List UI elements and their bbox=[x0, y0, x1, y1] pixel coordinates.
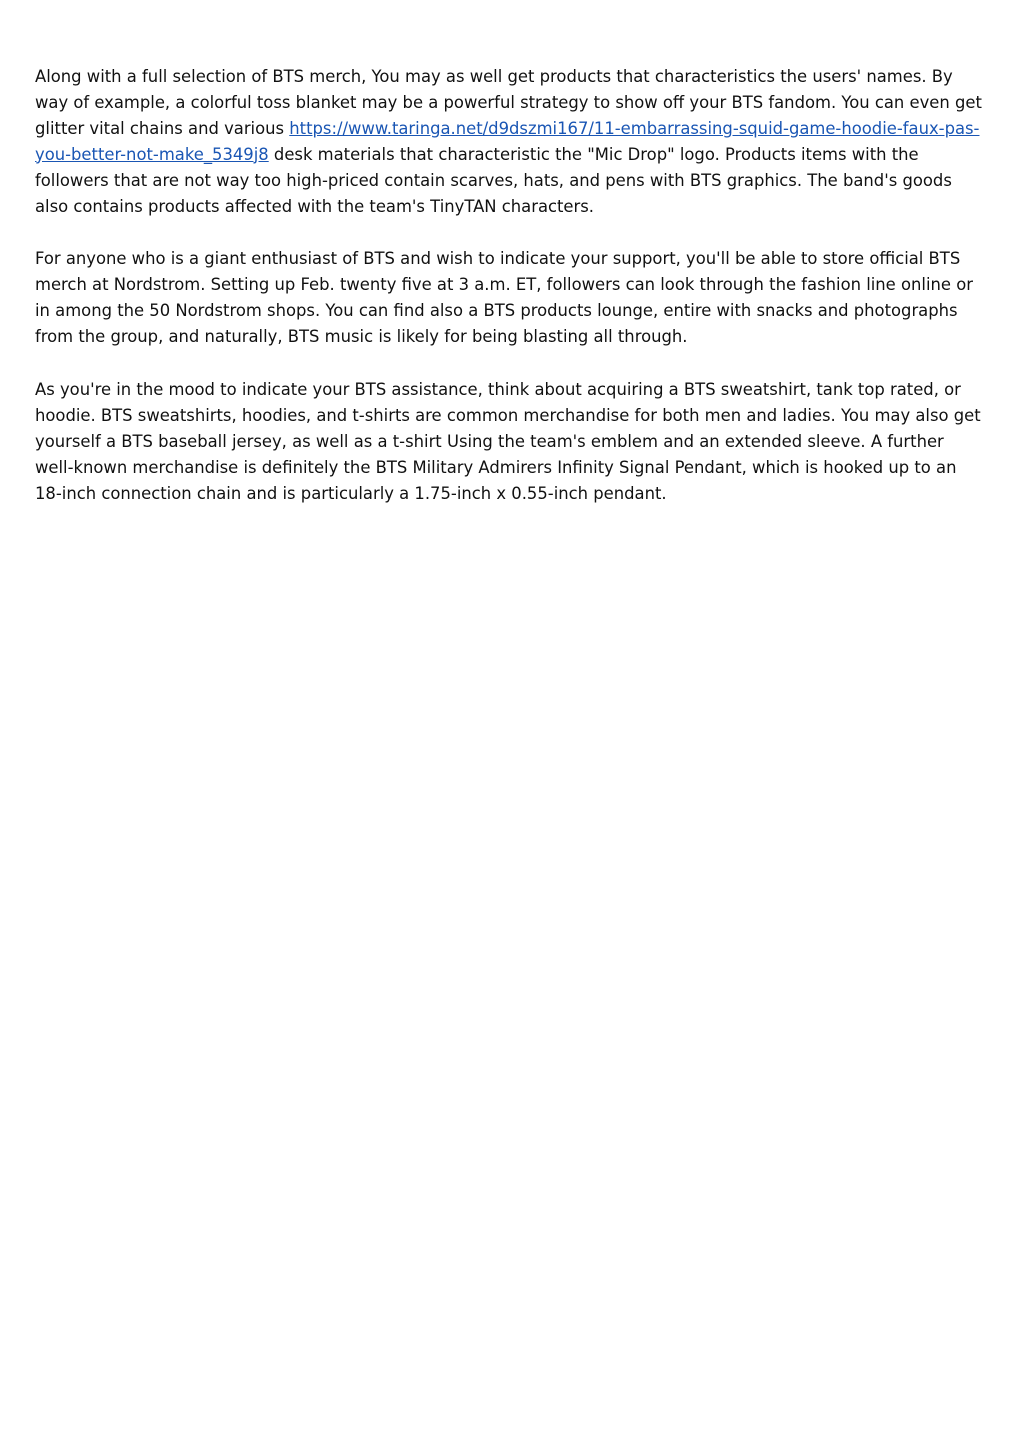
paragraph-2: For anyone who is a giant enthusiast of BTS and wish to indicate your support, you'll be able to store official BTS merch at Nordstrom. Setting up Feb. twenty five at 3 a.m. ET, followers can look through the fashion line online or in among the 50 Nordstrom shops. You can find also a BTS products lounge, entire with snacks and photographs from the group, and naturally, BTS music is likely for being blasting all through. bbox=[35, 249, 973, 347]
taringa-link[interactable]: https://www.taringa.net/d9dszmi167/11-embarrassing-squid-game-hoodie-faux-pas-you-better-not-make_5349j8 bbox=[35, 118, 980, 164]
paragraph-1 bbox=[35, 64, 985, 219]
paragraph-1-text-after-link: desk materials that characteristic the "Mic Drop" logo. Products items with the followers that are not way too high-priced contain scarves, hats, and pens with BTS graphics. The band's goods also contains products affected with the team's TinyTAN characters. bbox=[35, 144, 952, 216]
paragraph-1-text-before-link: Along with a full selection of BTS merch, You may as well get products that characteristics the users' names. By way of example, a colorful toss blanket may be a powerful strategy to show off your BTS fandom. You can even get glitter vital chains and various bbox=[35, 67, 982, 138]
document-body bbox=[35, 64, 985, 534]
paragraph-3: As you're in the mood to indicate your BTS assistance, think about acquiring a BTS sweatshirt, tank top rated, or hoodie. BTS sweatshirts, hoodies, and t-shirts are common merchandise for both men and ladies. You may also get yourself a BTS baseball jersey, as well as a t-shirt Using the team's emblem and an extended sleeve. A further well-known merchandise is definitely the BTS Military Admirers Infinity Signal Pendant, which is hooked up to an 18-inch connection chain and is particularly a 1.75-inch x 0.55-inch pendant. bbox=[35, 380, 981, 503]
